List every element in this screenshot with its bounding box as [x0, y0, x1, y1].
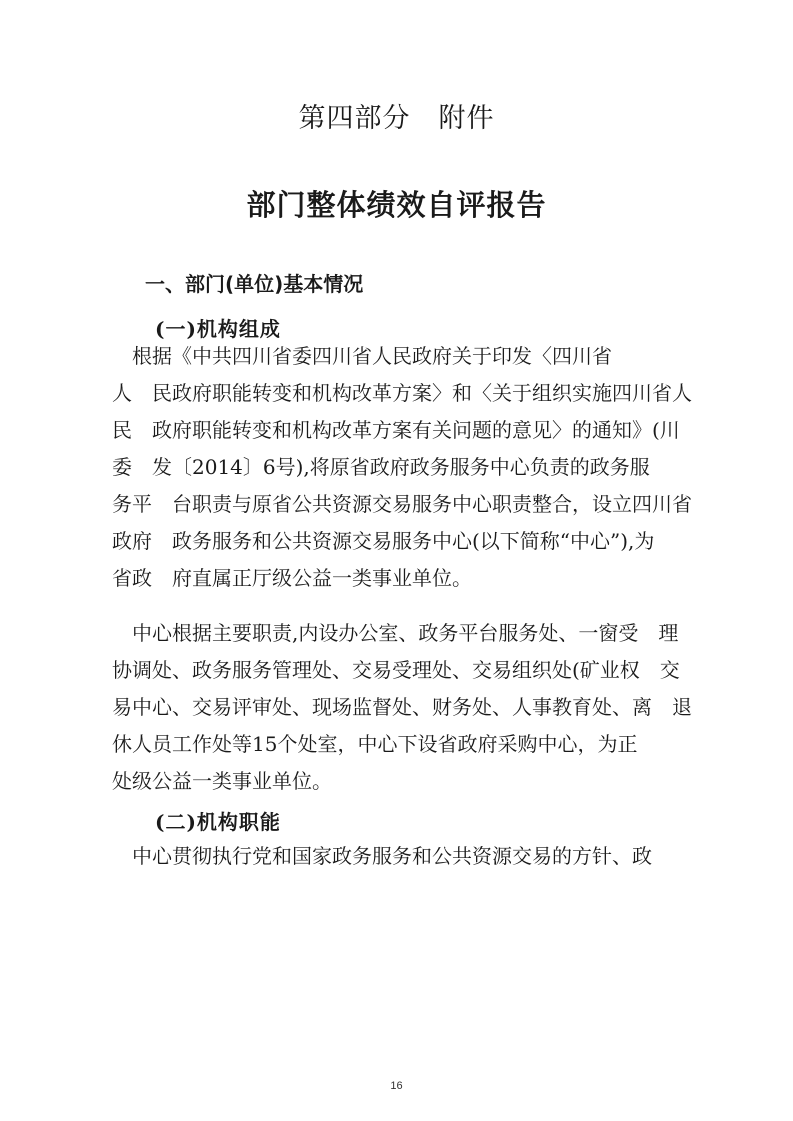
paragraph-line: 政府 政务服务和公共资源交易服务中心(以下简称“中心”),为 [112, 529, 655, 553]
paragraph-functions [112, 838, 712, 875]
paragraph-line: 休人员工作处等15个处室，中心下设省政府采购中心，为正 [112, 732, 638, 756]
subsection-heading-functions: (二)机构职能 [155, 810, 281, 834]
paragraph-line: 处级公益一类事业单位。 [112, 769, 332, 793]
paragraph-line: 根据《中共四川省委四川省人民政府关于印发〈四川省 [112, 344, 612, 368]
page-number: 16 [390, 1080, 403, 1092]
paragraph-line: 易中心、交易评审处、现场监督处、财务处、人事教育处、离 退 [112, 695, 692, 719]
report-title: 部门整体绩效自评报告 [246, 188, 547, 222]
part-title: 第四部分 附件 [298, 103, 495, 134]
paragraph-line: 委 发〔2014〕6号),将原省政府政务服务中心负责的政务服 [112, 455, 650, 479]
paragraph-line: 务平 台职责与原省公共资源交易服务中心职责整合，设立四川省 [112, 492, 692, 516]
paragraph-line: 民 政府职能转变和机构改革方案有关问题的意见〉的通知》(川 [112, 418, 680, 442]
paragraph-line: 省政 府直属正厅级公益一类事业单位。 [112, 566, 472, 590]
paragraph-line: 人 民政府职能转变和机构改革方案〉和〈关于组织实施四川省人 [112, 381, 692, 405]
paragraph-departments [112, 615, 712, 800]
paragraph-line: 中心根据主要职责,内设办公室、政务平台服务处、一窗受 理 [112, 621, 679, 645]
paragraph-organization [112, 338, 712, 597]
paragraph-line: 中心贯彻执行党和国家政务服务和公共资源交易的方针、政 [112, 844, 652, 868]
subsection-heading-organization: (一)机构组成 [155, 317, 281, 341]
paragraph-line: 协调处、政务服务管理处、交易受理处、交易组织处(矿业权 交 [112, 658, 680, 682]
section-heading: 一、部门(单位)基本情况 [145, 272, 364, 296]
